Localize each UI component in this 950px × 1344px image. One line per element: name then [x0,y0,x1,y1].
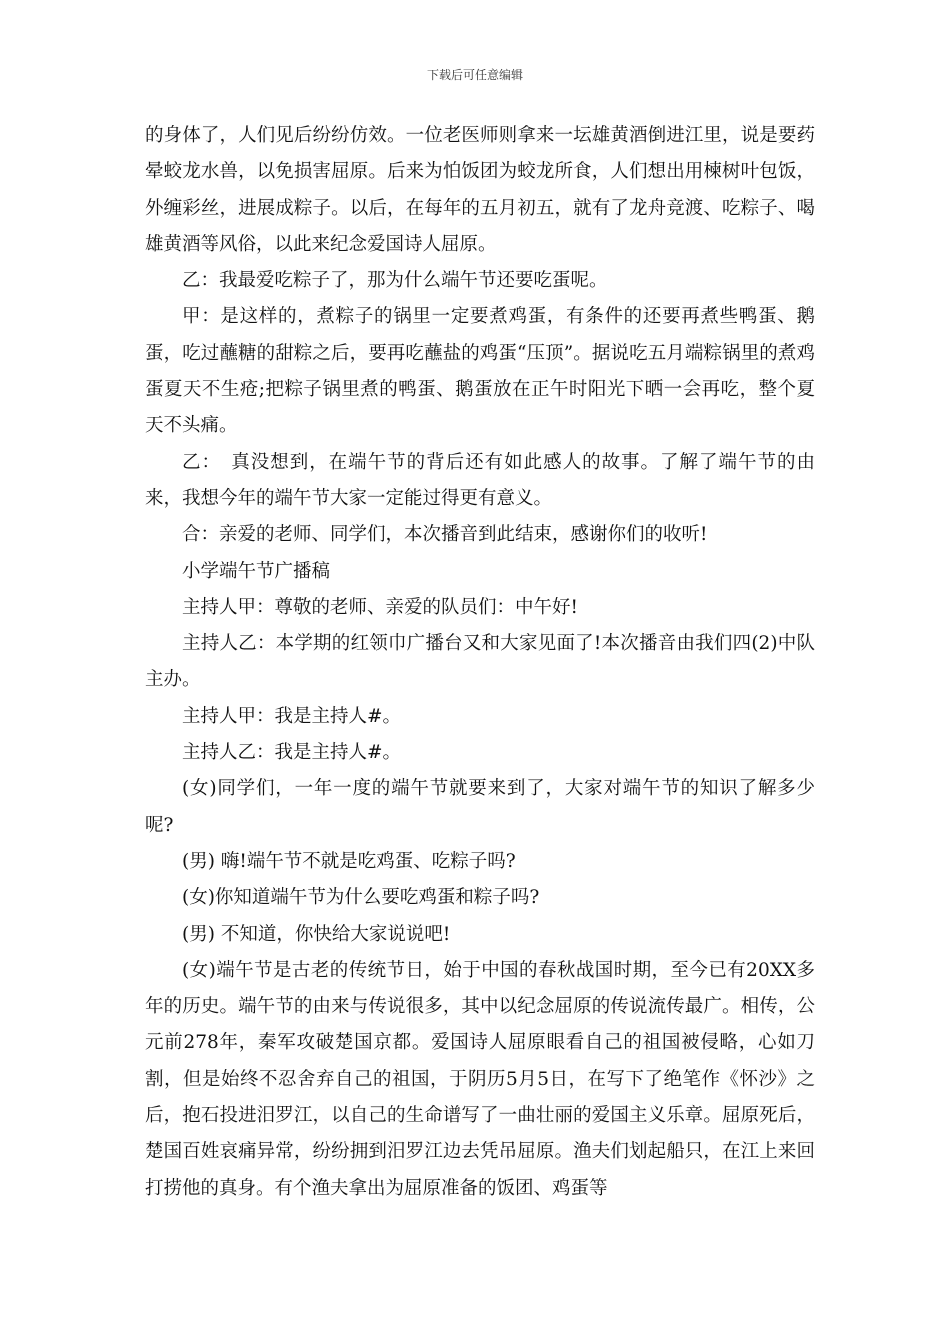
paragraph-1: 的身体了，人们见后纷纷仿效。一位老医师则拿来一坛雄黄酒倒进江里，说是要药晕蛟龙水兽，以免损害屈原。后来为怕饭团为蛟龙所食，人们想出用楝树叶包饭，外缠彩丝，进展成粽子。以后，在每年的五月初五，就有了龙舟竞渡、吃粽子、喝雄黄酒等风俗，以此来纪念爱国诗人屈原。 [145,125,815,255]
paragraph-10: 主持人乙：我是主持人#。 [182,742,402,764]
paragraph-12: (男) 嗨!端午节不就是吃鸡蛋、吃粽子吗? [182,850,516,872]
section-title: 小学端午节广播稿 [182,560,331,582]
paragraph-2: 乙：我最爱吃粽子了，那为什么端午节还要吃蛋呢。 [182,270,608,292]
paragraph-11: (女)同学们，一年一度的端午节就要来到了，大家对端午节的知识了解多少呢? [145,778,815,836]
paragraph-5: 合：亲爱的老师、同学们，本次播音到此结束，感谢你们的收听! [182,524,708,546]
paragraph-14: (男) 不知道，你快给大家说说吧! [182,923,451,945]
paragraph-9: 主持人甲：我是主持人#。 [182,705,402,727]
paragraph-4: 乙： 真没想到，在端午节的背后还有如此感人的故事。了解了端午节的由来，我想今年的端午节大家一定能过得更有意义。 [145,451,815,509]
paragraph-15: (女)端午节是古老的传统节日，始于中国的春秋战国时期，至今已有20XX多年的历史。端午节的由来与传说很多，其中以纪念屈原的传说流传最广。相传，公元前278年，秦军攻破楚国京都。爱国诗人屈原眼看自己的祖国被侵略，心如刀割，但是始终不忍舍弃自己的祖国，于阴历5月5日，在写下了绝笔作《怀沙》之后，抱石投进汨罗江，以自己的生命谱写了一曲壮丽的爱国主义乐章。屈原死后，楚国百姓哀痛异常，纷纷拥到汨罗江边去凭吊屈原。渔夫们划起船只，在江上来回打捞他的真身。有个渔夫拿出为屈原准备的饭团、鸡蛋等 [145,959,815,1199]
paragraph-13: (女)你知道端午节为什么要吃鸡蛋和粽子吗? [182,887,540,909]
paragraph-8: 主持人乙：本学期的红领巾广播台又和大家见面了!本次播音由我们四(2)中队主办。 [145,633,815,691]
document-body [145,118,815,1207]
page-header: 下载后可任意编辑 [426,68,523,82]
paragraph-7: 主持人甲：尊敬的老师、亲爱的队员们：中午好! [182,596,578,618]
paragraph-3: 甲：是这样的，煮粽子的锅里一定要煮鸡蛋，有条件的还要再煮些鸭蛋、鹅蛋，吃过蘸糖的甜粽之后，要再吃蘸盐的鸡蛋“压顶”。据说吃五月端粽锅里的煮鸡蛋夏天不生疮;把粽子锅里煮的鸭蛋、鹅蛋放在正午时阳光下晒一会再吃，整个夏天不头痛。 [145,306,815,437]
